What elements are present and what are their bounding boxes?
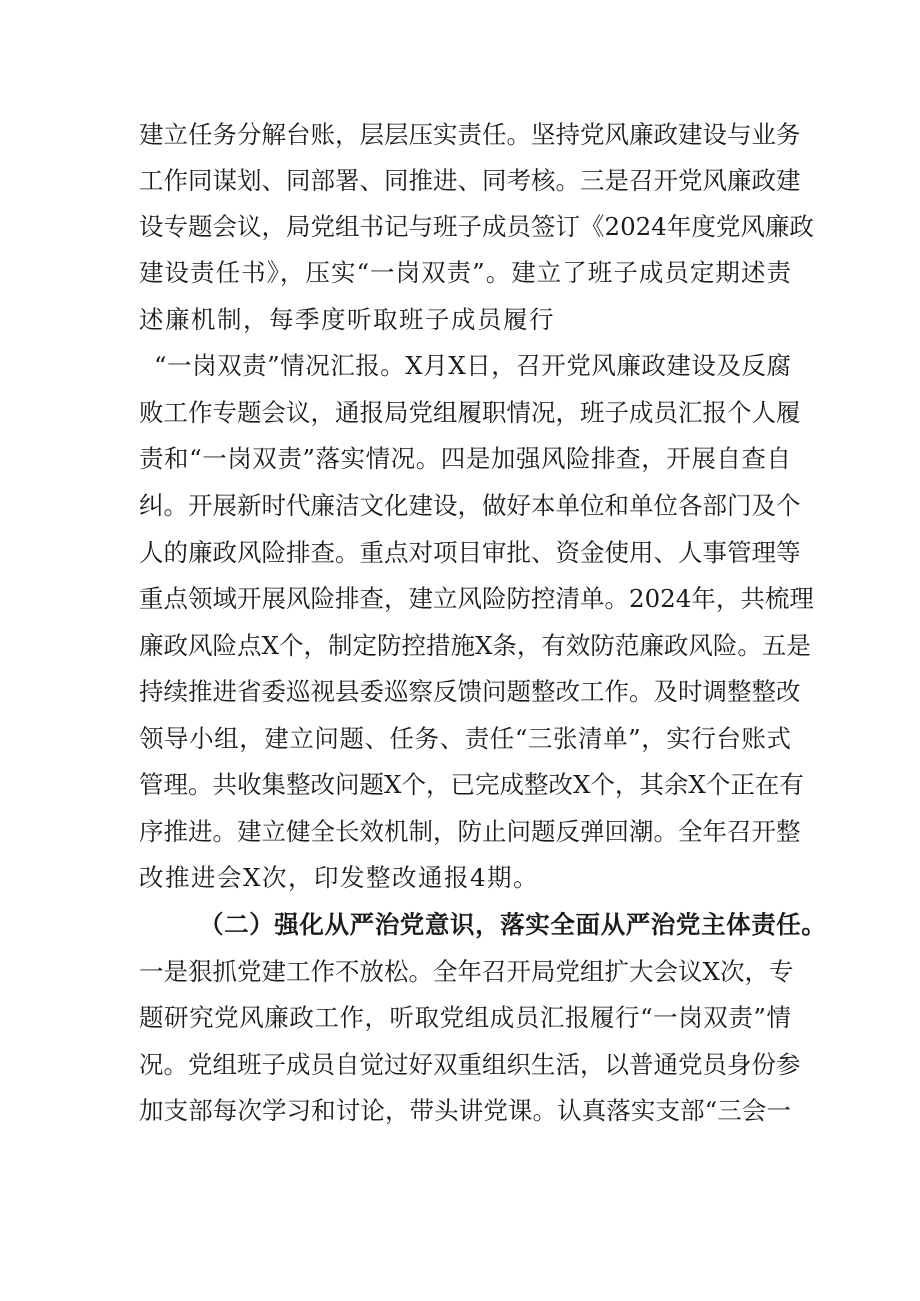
text-line: 述廉机制，每季度听取班子成员履行 (139, 305, 555, 334)
section-heading: （二）强化从严治党意识，落实全面从严治党主体责任。 (199, 910, 827, 939)
text-line: 领导小组，建立问题、任务、责任“三张清单”，实行台账式 (139, 724, 791, 753)
text-line: 序推进。建立健全长效机制，防止问题反弹回潮。全年召开整 (139, 817, 801, 846)
text-line: 人的廉政风险排查。重点对项目审批、资金使用、人事管理等 (139, 538, 801, 567)
text-line: 重点领域开展风险排查，建立风险防控清单。2024年，共梳理 (139, 584, 814, 613)
text-line: 一是狠抓党建工作不放松。全年召开局党组扩大会议X次，专 (139, 957, 794, 986)
text-line: 管理。共收集整改问题X个，已完成整改X个，其余X个正在有 (139, 770, 804, 799)
text-line: “一岗双责”情况汇报。X月X日，召开党风廉政建设及反腐 (154, 351, 791, 380)
text-line: 改推进会X次，印发整改通报4期。 (139, 863, 540, 892)
text-line: 责和“一岗双责”落实情况。四是加强风险排查，开展自查自 (139, 444, 791, 473)
text-line: 持续推进省委巡视县委巡察反馈问题整改工作。及时调整整改 (139, 677, 801, 706)
text-line: 工作同谋划、同部署、同推进、同考核。三是召开党风廉政建 (139, 166, 801, 195)
text-line: 建立任务分解台账，层层压实责任。坚持党风廉政建设与业务 (139, 120, 801, 149)
text-line: 纠。开展新时代廉洁文化建设，做好本单位和单位各部门及个 (139, 491, 801, 520)
text-line: 题研究党风廉政工作，听取党组成员汇报履行“一岗双责”情 (139, 1003, 791, 1032)
text-line: 建设责任书》，压实“一岗双责”。建立了班子成员定期述责 (139, 258, 791, 287)
text-line: 败工作专题会议，通报局党组履职情况，班子成员汇报个人履 (139, 398, 801, 427)
text-line: 设专题会议，局党组书记与班子成员签订《2024年度党风廉政 (139, 212, 814, 241)
text-line: 廉政风险点X个，制定防控措施X条，有效防范廉政风险。五是 (139, 631, 811, 660)
text-line: 加支部每次学习和讨论，带头讲党课。认真落实支部“三会一 (139, 1096, 791, 1125)
text-line: 况。党组班子成员自觉过好双重组织生活，以普通党员身份参 (139, 1050, 801, 1079)
